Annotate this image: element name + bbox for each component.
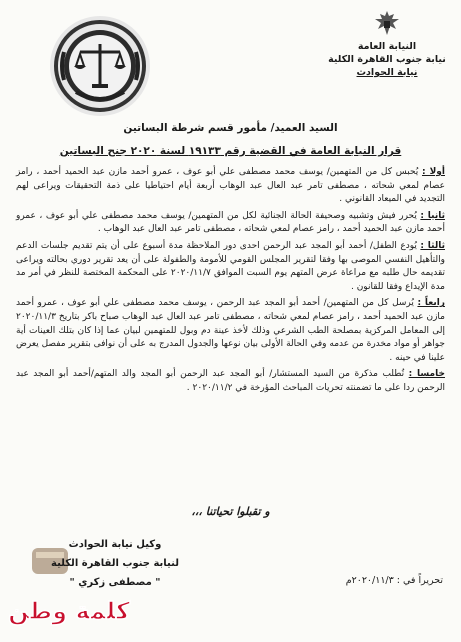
closing-greeting: و تقبلوا تحياتنا ،،، — [191, 505, 270, 518]
signature-title: وكيل نيابة الحوادث — [68, 539, 162, 550]
item-text: تُطلب مذكرة من السيد المستشار/ أبو المجد عبد الرحمن أبو المجد والد المتهم/أحمد أبو المجد عبد الرحمن ردا على ما تضمنته تحريات المباحث المؤرخة في ٢٠٢٠/١١/٢ . — [16, 369, 445, 393]
decision-item-2 — [16, 210, 445, 237]
decision-item-4 — [16, 297, 445, 365]
header-line-prosecution: النيابة العامة — [357, 41, 417, 52]
item-text: يُحبس كل من المتهمين/ يوسف محمد مصطفى علي أبو عوف ، عمرو أحمد مازن عبد الحميد أحمد ، رامز عصام لمعي شحاته ، مصطفى تامر عبد العال عبد الوهاب أربعة أيام احتياطيا على ذمة التحقيقات ويراعى لهم التجديد في الميعاد القانوني . — [16, 167, 445, 205]
signature-name: " مصطفى زكري " — [69, 577, 161, 588]
item-number: ثالثا : — [420, 240, 445, 251]
authority-header — [327, 8, 447, 79]
watermark-text: كلمة وطن — [8, 597, 130, 625]
signature-office: لنيابة جنوب القاهرة الكلية — [51, 558, 179, 569]
signature-block — [30, 535, 200, 592]
prosecution-scales-emblem-icon — [48, 14, 152, 118]
decision-item-1 — [16, 166, 445, 207]
issue-date: تحريراً في : ٢٠٢٠/١١/٣م — [345, 575, 443, 586]
decision-item-5 — [16, 368, 445, 395]
decision-body — [16, 166, 445, 399]
header-line-south-cairo: نيابة جنوب القاهرة الكلية — [328, 54, 446, 65]
decision-title: قرار النيابة العامة في القضية رقم ١٩١٣٣ لسنة ٢٠٢٠ جنح البساتين — [59, 145, 402, 157]
salutation: السيد العميد/ مأمور قسم شرطة البساتين — [123, 122, 338, 134]
egypt-eagle-icon — [372, 8, 402, 38]
watermark-logo-icon — [4, 585, 134, 637]
item-text: يُرسل كل من المتهمين/ أحمد أبو المجد عبد الرحمن ، يوسف محمد مصطفى علي أبو عوف ، عمرو أحمد مازن عبد الحميد أحمد ، رامز عصام لمعي شحاته ، مصطفى تامر عبد العال عبد الوهاب صباح باكر بتاريخ ٢٠٢٠/١١/٣ إلى المعامل المركزية بمصلحة الطب الشرعي وذلك لأخذ عينة دم وبول للمتهمين لبيان عما إذا كان بتلك العينات أية جواهر أو مواد مخدرة من عدمه وفي الحالة الأولى بيان نوعها والجدول المدرج به على أن نوافى بتقرير مفصل يعرض علينا في حينه . — [16, 298, 445, 363]
decision-item-3 — [16, 240, 445, 294]
item-number: أولا : — [422, 167, 445, 177]
item-number: خامسا : — [408, 369, 445, 380]
item-text: يُحرر فيش وتشبيه وصحيفة الحالة الجنائية لكل من المتهمين/ يوسف محمد مصطفى علي أبو عوف ، عمرو أحمد مازن عبد الحميد أحمد ، رامز عصام لمعي شحاته ، مصطفى تامر عبد العال عبد الوهاب . — [16, 210, 445, 235]
item-number: رابعاً : — [417, 298, 445, 309]
item-number: ثانيا : — [420, 210, 445, 221]
header-line-accidents: نيابة الحوادث — [356, 67, 418, 78]
item-text: يُودع الطفل/ أحمد أبو المجد عبد الرحمن احدى دور الملاحظة مدة أسبوع على أن يتم تقديم جلسات الدعم والتأهيل النفسي الموصى بها وفقا لتقرير المجلس القومي للأمومة والطفولة على أن يعد تقرير دوري بحالته ويراعى تقديمه حال طلبه مع مراعاة عرض المتهم يوم السبت الموافق ٢٠٢٠/١١/٧ على المحكمة المختصة للنظر في أمر مد مدة الإيداع وفقا للقانون . — [16, 240, 445, 292]
